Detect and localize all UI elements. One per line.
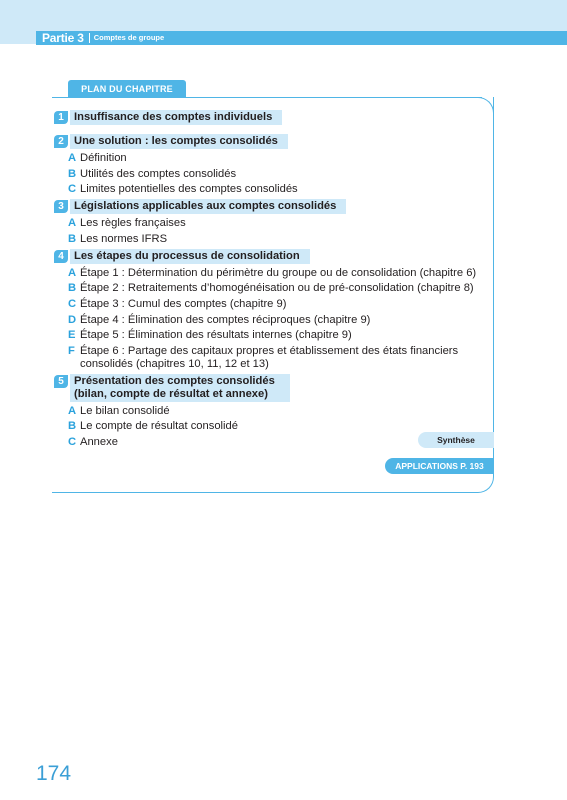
item-text: Étape 4 : Élimination des comptes réciproques (chapitre 9)	[80, 313, 371, 326]
item-letter: B	[68, 167, 77, 180]
list-item	[68, 217, 494, 230]
item-text: Étape 6 : Partage des capitaux propres et établissement des états financiers consolidés (chapitres 10, 11, 12 et 13)	[80, 344, 459, 370]
list-item	[68, 168, 494, 181]
list-item	[68, 152, 494, 165]
section-number-badge: 5	[54, 375, 68, 388]
item-letter: C	[68, 435, 77, 448]
section-heading	[54, 374, 494, 402]
item-text: Le compte de résultat consolidé	[80, 420, 238, 433]
page-number: 174	[36, 762, 72, 785]
item-letter: C	[68, 297, 77, 310]
item-letter: A	[68, 152, 77, 164]
section-number-badge: 3	[54, 200, 68, 213]
plan-box-top-border	[52, 97, 482, 98]
applications-link[interactable]: APPLICATIONS P. 193	[385, 458, 494, 474]
synthese-link[interactable]: Synthèse	[418, 432, 494, 448]
list-item	[68, 282, 494, 295]
list-item	[68, 314, 494, 327]
list-item	[68, 298, 494, 311]
list-item	[68, 405, 494, 418]
sub-list	[68, 217, 494, 246]
partie-subtitle: Comptes de groupe	[93, 33, 165, 42]
item-text: Étape 2 : Retraitements d’homogénéisation ou de pré-consolidation (chapitre 8)	[80, 282, 474, 295]
item-letter: F	[68, 344, 75, 357]
item-letter: E	[68, 329, 76, 342]
section-number-badge: 1	[54, 111, 68, 124]
item-text: Annexe	[80, 435, 118, 448]
item-text: Les règles françaises	[80, 217, 186, 230]
item-text: Les normes IFRS	[80, 232, 168, 245]
list-item	[68, 329, 494, 342]
partie-label: Partie 3	[42, 31, 84, 45]
sub-list	[68, 267, 494, 371]
item-letter: A	[68, 217, 77, 230]
item-letter: D	[68, 313, 77, 326]
section-title: Insuffisance des comptes individuels	[70, 110, 282, 125]
section-heading	[54, 249, 494, 264]
plan-content	[54, 110, 494, 452]
item-letter: B	[68, 232, 77, 245]
list-item	[68, 183, 494, 196]
item-text: Étape 1 : Détermination du périmètre du groupe ou de consolidation (chapitre 6)	[80, 266, 477, 279]
item-text: Le bilan consolidé	[80, 404, 170, 417]
item-text: Étape 3 : Cumul des comptes (chapitre 9)	[80, 297, 287, 310]
list-item	[68, 267, 494, 280]
item-text: Limites potentielles des comptes consolidés	[80, 183, 298, 196]
item-letter: A	[68, 404, 77, 417]
item-text: Étape 5 : Élimination des résultats internes (chapitre 9)	[80, 329, 352, 342]
section-3	[54, 199, 494, 246]
item-letter: A	[68, 266, 77, 279]
section-title: Une solution : les comptes consolidés	[70, 134, 288, 149]
list-item	[68, 345, 494, 371]
section-number-badge: 2	[54, 135, 68, 148]
sub-list	[68, 152, 494, 196]
section-4	[54, 249, 494, 371]
item-text: Définition	[80, 152, 127, 164]
section-title: Présentation des comptes consolidés (bilan, compte de résultat et annexe)	[70, 374, 290, 402]
section-heading	[54, 134, 494, 149]
item-letter: B	[68, 282, 77, 295]
partie-header-bar	[36, 31, 567, 45]
partie-separator	[89, 33, 90, 43]
item-text: Utilités des comptes consolidés	[80, 167, 237, 180]
section-1	[54, 110, 494, 125]
section-number-badge: 4	[54, 250, 68, 263]
section-title: Les étapes du processus de consolidation	[70, 249, 310, 264]
item-letter: B	[68, 420, 77, 433]
plan-title: PLAN DU CHAPITRE	[68, 80, 186, 97]
section-title: Législations applicables aux comptes consolidés	[70, 199, 346, 214]
list-item	[68, 233, 494, 246]
section-heading	[54, 199, 494, 214]
item-letter: C	[68, 183, 77, 196]
section-heading	[54, 110, 494, 125]
section-2	[54, 134, 494, 196]
